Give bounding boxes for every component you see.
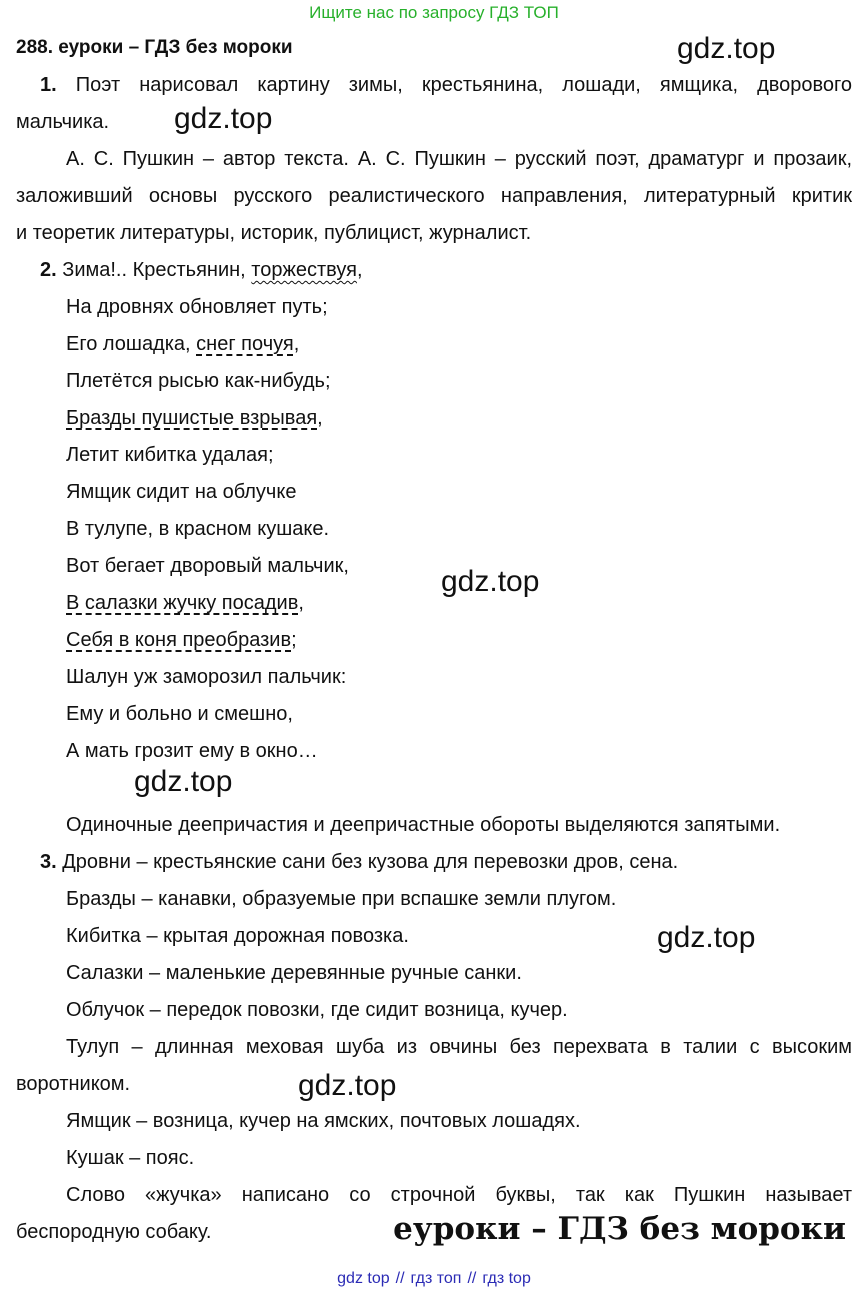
task3-def-7: Ямщик – возница, кучер на ямских, почтовых лошадях.	[66, 1110, 581, 1132]
watermark: gdz.top	[174, 102, 273, 135]
link-gdz-top-ru[interactable]: гдз топ	[410, 1270, 462, 1287]
task1-para2-line2: заложивший основы русского реалистического направления, литературный критик	[16, 185, 852, 207]
poem-line-3	[66, 331, 299, 357]
task3-note-line2: беспородную собаку.	[16, 1221, 212, 1243]
page-title: 288. еуроки – ГДЗ без мороки	[16, 37, 293, 58]
poem-punct: ;	[291, 629, 297, 651]
poem-line-5	[66, 405, 323, 431]
poem-line-9: Вот бегает дворовый мальчик,	[66, 555, 349, 577]
task3-note-line1: Слово «жучка» написано со строчной буквы, так как Пушкин называет	[66, 1184, 852, 1206]
watermark: gdz.top	[298, 1069, 397, 1102]
watermark: gdz.top	[441, 565, 540, 598]
poem-line-13: Ему и больно и смешно,	[66, 703, 293, 725]
poem-punct: ,	[293, 333, 300, 355]
bottom-links	[0, 1268, 868, 1290]
poem-line-14: А мать грозит ему в окно…	[66, 740, 318, 762]
participle-phrase-underline: В салазки жучку посадив	[66, 592, 299, 614]
watermark: gdz.top	[677, 32, 776, 65]
task3-def-2: Бразды – канавки, образуемые при вспашке земли плугом.	[66, 888, 617, 910]
watermark: gdz.top	[134, 765, 233, 798]
task2-number: 2.	[40, 259, 57, 281]
poem-line-1	[40, 257, 363, 283]
definition-text: Дровни – крестьянские сани без кузова для перевозки дров, сена.	[62, 851, 679, 873]
task1-para2-line3: и теоретик литературы, историк, публицист, журналист.	[16, 222, 532, 244]
poem-line-2: На дровнях обновляет путь;	[66, 296, 328, 318]
task3-def-8: Кушак – пояс.	[66, 1147, 195, 1169]
poem-line-4: Плетётся рысью как-нибудь;	[66, 370, 331, 392]
link-separator: //	[467, 1270, 477, 1287]
poem-punct: ,	[317, 407, 323, 429]
task1-number: 1.	[40, 74, 57, 96]
watermark: gdz.top	[657, 921, 756, 954]
participle-underline: торжествуя	[251, 259, 357, 281]
task3-def-3: Кибитка – крытая дорожная повозка.	[66, 925, 409, 947]
poem-line-8: В тулупе, в красном кушаке.	[66, 518, 330, 540]
link-separator: //	[395, 1270, 405, 1287]
task3-def-1	[40, 849, 678, 875]
poem-line-6: Летит кибитка удалая;	[66, 444, 274, 466]
participle-phrase-underline: Бразды пушистые взрывая	[66, 407, 318, 429]
task3-def-6-line2: воротником.	[16, 1073, 131, 1095]
participle-phrase-underline: Себя в коня преобразив	[66, 629, 292, 651]
poem-punct: ,	[298, 592, 304, 614]
task3-def-5: Облучок – передок повозки, где сидит возница, кучер.	[66, 999, 568, 1021]
task3-def-6-line1: Тулуп – длинная меховая шуба из овчины без перехвата в талии с высоким	[66, 1036, 852, 1058]
link-gdz-top[interactable]: gdz top	[337, 1270, 390, 1287]
poem-line-11	[66, 627, 297, 653]
search-banner: Ищите нас по запросу ГДЗ ТОП	[309, 3, 559, 22]
task1-text: Поэт нарисовал картину зимы, крестьянина, лошади, ямщика, дворового	[75, 74, 853, 96]
poem-line-10	[66, 590, 304, 616]
poem-line-7: Ямщик сидит на облучке	[66, 481, 297, 503]
link-gdz-top-mixed[interactable]: гдз top	[482, 1270, 531, 1287]
task1-para2-line1: А. С. Пушкин – автор текста. А. С. Пушкин – русский поэт, драматург и прозаик,	[66, 148, 852, 170]
task1-line2: мальчика.	[16, 111, 110, 133]
participle-phrase-underline: снег почуя	[196, 333, 294, 355]
poem-line-12: Шалун уж заморозил пальчик:	[66, 666, 347, 688]
poem-punct: ,	[356, 259, 363, 281]
task3-def-4: Салазки – маленькие деревянные ручные санки.	[66, 962, 522, 984]
task1-line1	[40, 72, 852, 98]
poem-text: Его лошадка,	[66, 333, 197, 355]
task2-rule: Одиночные деепричастия и деепричастные обороты выделяются запятыми.	[66, 814, 781, 836]
poem-text: Зима!.. Крестьянин,	[62, 259, 252, 281]
task3-number: 3.	[40, 851, 57, 873]
footer-brand: еуроки – ГДЗ без мороки	[393, 1211, 846, 1247]
